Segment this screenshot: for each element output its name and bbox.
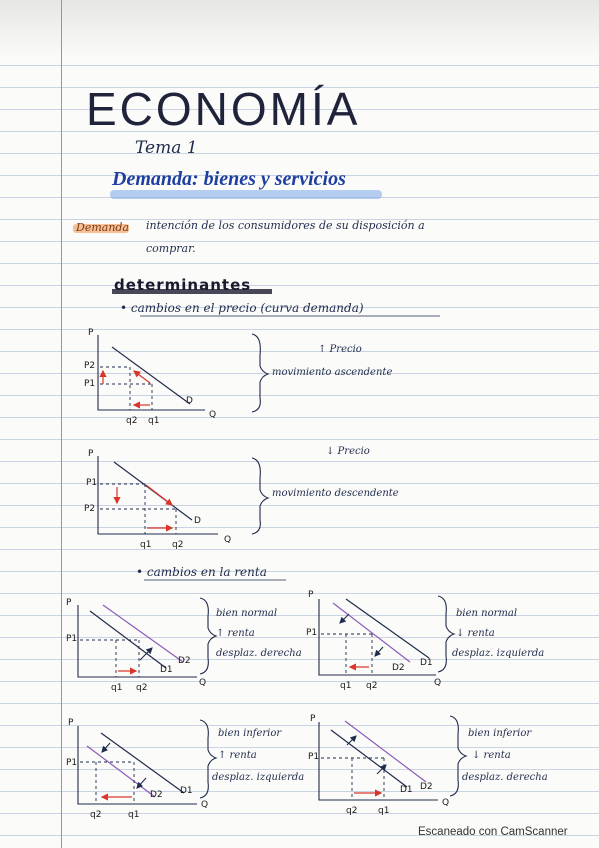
- graph4-label-p1: P1: [306, 628, 318, 638]
- bullet-price-change: • cambios en el precio (curva demanda): [120, 301, 364, 315]
- definition-term: Demanda: [76, 221, 130, 234]
- graph4-note-shift: desplaz. izquierda: [452, 648, 545, 659]
- definition-line-2: comprar.: [146, 242, 196, 255]
- graph2-note-price: ↓ Precio: [326, 446, 370, 457]
- graph1-label-d: D: [186, 396, 193, 406]
- graph1-label-p1: P1: [84, 379, 96, 389]
- graph4-label-d1: D1: [420, 658, 433, 668]
- graph4-label-q2: q2: [366, 681, 378, 691]
- graph4-note-good: bien normal: [456, 608, 518, 619]
- graph4-curve-d1: [346, 599, 429, 658]
- graph1-brace: [252, 334, 268, 412]
- graph6-note-shift: desplaz. derecha: [462, 772, 548, 783]
- graph5-curve-d2: [87, 746, 155, 797]
- graph6-brace: [450, 716, 466, 796]
- graph1-axis-q: Q: [209, 410, 217, 420]
- graph-5: [78, 720, 216, 804]
- graph2-label-d: D: [194, 516, 201, 526]
- graph6-label-q2: q2: [346, 806, 358, 816]
- graph-2: [98, 456, 268, 534]
- graph1-axis-p: P: [88, 328, 94, 338]
- graph5-brace: [200, 720, 216, 798]
- graph5-axis-p: P: [68, 718, 74, 728]
- graph3-curve-d2: [103, 605, 183, 662]
- graph1-label-p2: P2: [84, 361, 96, 371]
- graph2-note-movement: movimiento descendente: [272, 488, 399, 499]
- graph2-axis-q: Q: [224, 535, 232, 545]
- scanner-watermark: Escaneado con CamScanner: [418, 826, 568, 838]
- graph3-note-income: ↑ renta: [216, 628, 255, 639]
- graph3-curve-d1: [90, 611, 166, 668]
- graph3-label-q1: q1: [111, 683, 123, 693]
- graph6-label-d1: D1: [400, 785, 413, 795]
- graph5-curve-d1: [101, 733, 184, 793]
- graph5-note-income: ↑ renta: [218, 750, 257, 761]
- graph6-note-income: ↓ renta: [472, 750, 511, 761]
- graph3-label-d1: D1: [160, 665, 173, 675]
- graph2-move-arrow: [146, 485, 172, 505]
- graph6-label-d2: D2: [420, 782, 433, 792]
- definition-line-1: intención de los consumidores de su disposición a: [146, 219, 425, 232]
- graph3-label-d2: D2: [178, 656, 191, 666]
- graph4-label-d2: D2: [392, 663, 405, 673]
- graph3-axis-p: P: [66, 598, 72, 608]
- graph4-note-income: ↓ renta: [456, 628, 495, 639]
- graph4-axis-p: P: [308, 590, 314, 600]
- graph2-brace: [252, 458, 268, 534]
- graph6-note-good: bien inferior: [468, 728, 532, 739]
- bullet-income-change: • cambios en la renta: [136, 565, 267, 579]
- subtitle: Demanda: bienes y servicios: [112, 168, 346, 190]
- graph2-label-q2: q2: [172, 540, 184, 550]
- graph5-axis-q: Q: [201, 800, 209, 810]
- graph4-brace: [438, 596, 454, 672]
- graph6-label-p1: P1: [308, 752, 320, 762]
- graph4-axis-q: Q: [434, 678, 442, 688]
- graph5-note-shift: desplaz. izquierda: [212, 772, 305, 783]
- determinants-heading: determinantes: [114, 276, 252, 294]
- graph1-demand-curve: [112, 347, 190, 404]
- graph-1: [98, 334, 268, 412]
- graph3-label-q2: q2: [136, 683, 148, 693]
- graph1-note-price: ↑ Precio: [318, 344, 362, 355]
- graph2-label-q1: q1: [140, 540, 152, 550]
- graph3-axis-q: Q: [199, 678, 207, 688]
- graph4-curve-d2: [333, 603, 410, 662]
- graph6-axis-q: Q: [442, 798, 450, 808]
- graph1-note-movement: movimiento ascendente: [272, 367, 393, 378]
- graph1-label-q1: q1: [148, 416, 160, 426]
- graph3-note-shift: desplaz. derecha: [216, 648, 302, 659]
- graph3-note-good: bien normal: [216, 608, 278, 619]
- graph1-label-q2: q2: [126, 416, 138, 426]
- page-title: ECONOMÍA: [86, 83, 361, 135]
- graph-3: [78, 598, 216, 677]
- topic-label: Tema 1: [135, 138, 198, 158]
- graph5-label-d1: D1: [180, 786, 193, 796]
- graph-4: [319, 596, 454, 675]
- graph4-label-q1: q1: [340, 681, 352, 691]
- graph3-brace: [200, 598, 216, 674]
- graph5-note-good: bien inferior: [218, 728, 282, 739]
- graph2-axis-p: P: [88, 449, 94, 459]
- graph-6: [319, 716, 466, 800]
- graph2-label-p1: P1: [86, 478, 98, 488]
- graph6-label-q1: q1: [378, 806, 390, 816]
- graph5-label-p1: P1: [66, 758, 78, 768]
- graph3-label-p1: P1: [66, 634, 78, 644]
- graph2-label-p2: P2: [84, 504, 96, 514]
- graph5-label-d2: D2: [150, 790, 163, 800]
- graph6-axis-p: P: [310, 714, 316, 724]
- graph5-label-q2: q2: [90, 810, 102, 820]
- graph5-label-q1: q1: [128, 810, 140, 820]
- graph6-curve-d2: [345, 721, 426, 782]
